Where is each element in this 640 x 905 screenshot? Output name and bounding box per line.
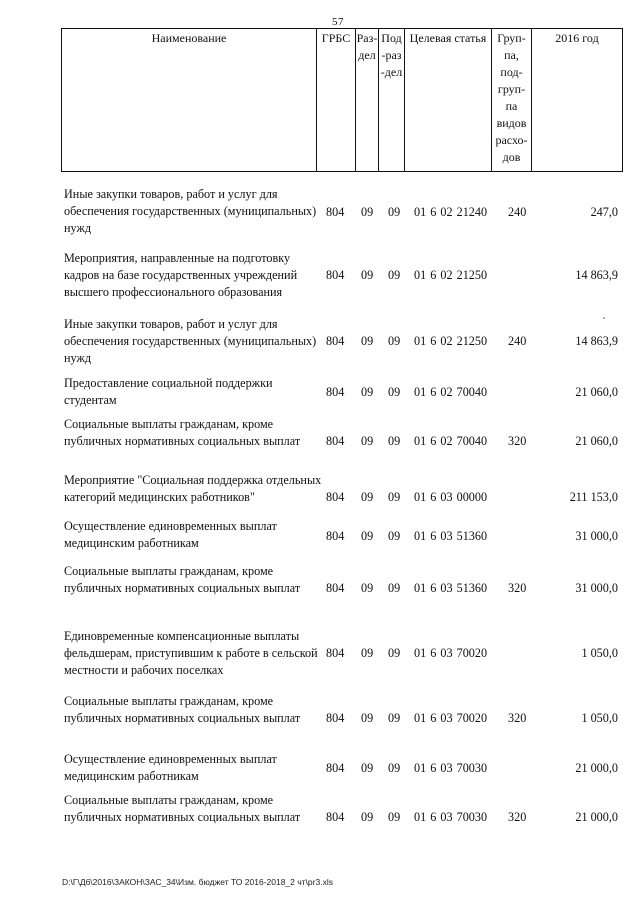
row-target: 01 6 02 21250: [414, 268, 488, 282]
row-podrazdel: 09: [388, 646, 401, 660]
row-name: Предоставление социальной поддержки студентам: [64, 376, 273, 407]
row-podrazdel: 09: [388, 205, 401, 219]
row-razdel: 09: [361, 761, 374, 775]
row-grbs: 804: [326, 711, 345, 725]
header-podrazdel: Под-раз-дел: [379, 29, 405, 172]
row-value: 31 000,0: [575, 529, 618, 543]
row-razdel: 09: [361, 268, 374, 282]
table-header: [61, 28, 623, 172]
row-target: 01 6 03 70030: [414, 761, 488, 775]
row-grbs: 804: [326, 761, 345, 775]
row-grbs: 804: [326, 529, 345, 543]
row-razdel: 09: [361, 334, 374, 348]
row-value: 247,0: [590, 205, 618, 219]
row-podrazdel: 09: [388, 810, 401, 824]
row-group: 240: [508, 205, 527, 219]
row-name: Социальные выплаты гражданам, кроме публичных нормативных социальных выплат: [64, 793, 301, 824]
row-target: 01 6 03 00000: [414, 490, 488, 504]
row-target: 01 6 03 70030: [414, 810, 488, 824]
row-value: 31 000,0: [575, 581, 618, 595]
row-razdel: 09: [361, 205, 374, 219]
row-group: 320: [508, 711, 527, 725]
row-grbs: 804: [326, 205, 345, 219]
row-value: 21 060,0: [575, 385, 618, 399]
row-value: 211 153,0: [569, 490, 618, 504]
row-target: 01 6 02 70040: [414, 385, 488, 399]
row-podrazdel: 09: [388, 761, 401, 775]
row-podrazdel: 09: [388, 529, 401, 543]
header-group: Груп-па, под-груп-па видов расхо-дов: [492, 29, 532, 172]
row-target: 01 6 02 70040: [414, 434, 488, 448]
row-razdel: 09: [361, 529, 374, 543]
row-name: Мероприятия, направленные на подготовку кадров на базе государственных учреждений высшего профессионального образования: [64, 251, 298, 299]
row-name: Мероприятие "Социальная поддержка отдельных категорий медицинских работников": [64, 473, 322, 504]
row-grbs: 804: [326, 646, 345, 660]
header-target: Целевая статья: [405, 29, 492, 172]
row-podrazdel: 09: [388, 490, 401, 504]
row-razdel: 09: [361, 711, 374, 725]
scan-speck: [603, 317, 605, 319]
header-razdel: Раз-дел: [356, 29, 379, 172]
row-target: 01 6 03 51360: [414, 581, 488, 595]
row-razdel: 09: [361, 385, 374, 399]
row-name: Социальные выплаты гражданам, кроме публичных нормативных социальных выплат: [64, 694, 301, 725]
row-value: 14 863,9: [575, 268, 618, 282]
row-value: 14 863,9: [575, 334, 618, 348]
row-group: 240: [508, 334, 527, 348]
row-grbs: 804: [326, 581, 345, 595]
row-grbs: 804: [326, 268, 345, 282]
file-path-footer: D:\Г\Д6\2016\ЗАКОН\ЗАС_34\Изм. бюджет ТО 2016-2018_2 чт\pr3.xls: [62, 877, 333, 887]
row-name: Социальные выплаты гражданам, кроме публичных нормативных социальных выплат: [64, 564, 301, 595]
row-podrazdel: 09: [388, 711, 401, 725]
row-grbs: 804: [326, 385, 345, 399]
row-target: 01 6 03 51360: [414, 529, 488, 543]
row-razdel: 09: [361, 810, 374, 824]
row-target: 01 6 03 70020: [414, 646, 488, 660]
row-value: 21 060,0: [575, 434, 618, 448]
row-podrazdel: 09: [388, 581, 401, 595]
row-value: 1 050,0: [581, 711, 618, 725]
row-target: 01 6 02 21250: [414, 334, 488, 348]
row-razdel: 09: [361, 434, 374, 448]
row-name: Единовременные компенсационные выплаты фельдшерам, приступившим к работе в сельской местности и рабочих поселках: [64, 629, 318, 677]
row-target: 01 6 03 70020: [414, 711, 488, 725]
row-razdel: 09: [361, 581, 374, 595]
row-name: Осуществление единовременных выплат медицинским работникам: [64, 752, 277, 783]
row-grbs: 804: [326, 334, 345, 348]
row-name: Иные закупки товаров, работ и услуг для обеспечения государственных (муниципальных) нужд: [64, 187, 317, 235]
header-grbs: ГРБС: [317, 29, 356, 172]
row-razdel: 09: [361, 646, 374, 660]
row-group: 320: [508, 810, 527, 824]
row-podrazdel: 09: [388, 434, 401, 448]
header-year: 2016 год: [532, 29, 623, 172]
row-podrazdel: 09: [388, 334, 401, 348]
row-grbs: 804: [326, 434, 345, 448]
header-name: Наименование: [62, 29, 317, 172]
row-podrazdel: 09: [388, 268, 401, 282]
page-number: 57: [332, 16, 344, 28]
row-group: 320: [508, 434, 527, 448]
row-value: 21 000,0: [575, 810, 618, 824]
row-grbs: 804: [326, 810, 345, 824]
row-razdel: 09: [361, 490, 374, 504]
row-name: Социальные выплаты гражданам, кроме публичных нормативных социальных выплат: [64, 417, 301, 448]
row-value: 21 000,0: [575, 761, 618, 775]
row-group: 320: [508, 581, 527, 595]
row-name: Осуществление единовременных выплат медицинским работникам: [64, 519, 277, 550]
row-name: Иные закупки товаров, работ и услуг для обеспечения государственных (муниципальных) нужд: [64, 317, 317, 365]
row-target: 01 6 02 21240: [414, 205, 488, 219]
row-grbs: 804: [326, 490, 345, 504]
row-value: 1 050,0: [581, 646, 618, 660]
row-podrazdel: 09: [388, 385, 401, 399]
